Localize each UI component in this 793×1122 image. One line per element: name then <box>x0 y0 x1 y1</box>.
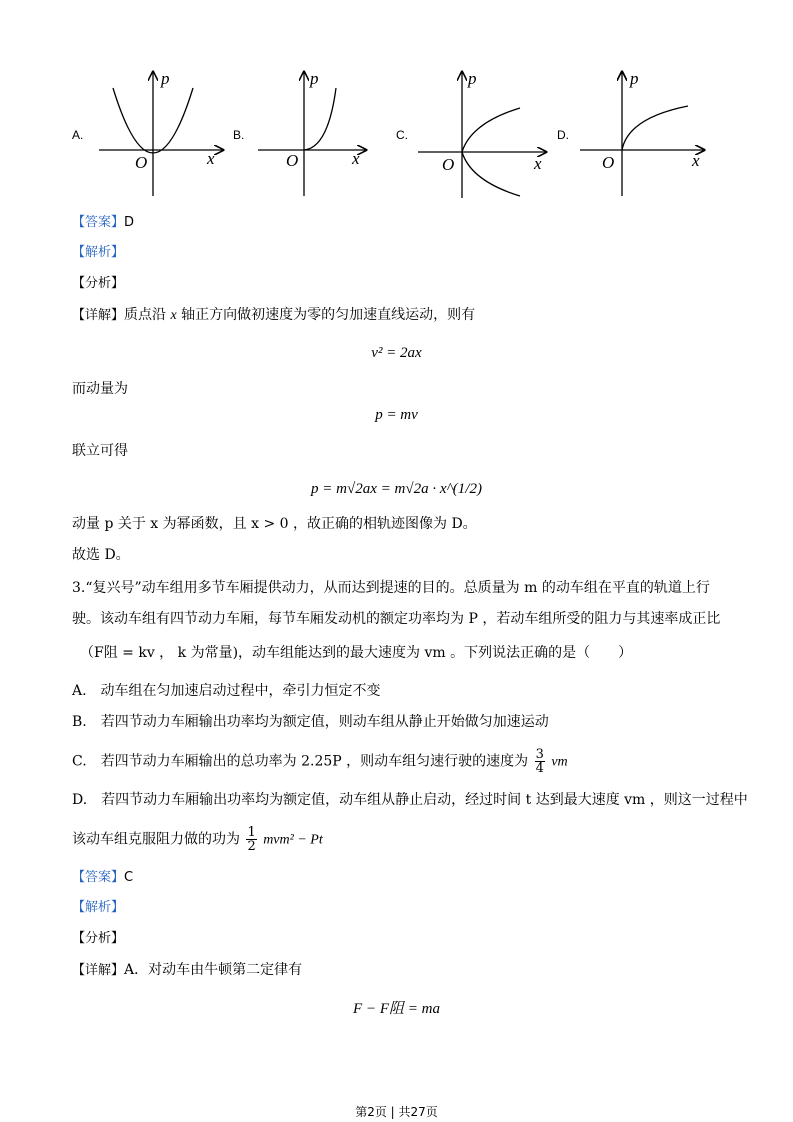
svg-text:p: p <box>310 69 319 88</box>
q3-answer-value: C <box>124 870 134 885</box>
q3-answer-line <box>72 867 133 888</box>
graph-a-x: x <box>207 149 215 168</box>
graph-label-c: C. <box>396 128 408 142</box>
q2-answer-tag: 【答案】 <box>72 215 125 230</box>
q3-option-a: A. 动车组在匀加速启动过程中，牵引力恒定不变 <box>72 683 381 699</box>
q2-combine-line: 联立可得 <box>72 443 128 459</box>
svg-text:x: x <box>692 151 700 170</box>
svg-text:p: p <box>630 69 639 88</box>
q2-answer-line <box>72 212 134 233</box>
svg-text:O: O <box>602 153 615 172</box>
q3-stem-1: 3.“复兴号”动车组用多节车厢提供动力，从而达到提速的目的。总质量为 m 的动车组在平直的轨道上行 <box>72 580 710 596</box>
q2-conclusion-2: 故选 D。 <box>72 547 130 563</box>
graph-a-p: p <box>161 69 170 88</box>
page-footer: 第2页 | 共27页 <box>355 1105 438 1119</box>
q3-fenxi: 【分析】 <box>72 931 125 946</box>
graph-label-b: B. <box>233 128 245 142</box>
graph-label-a: A. <box>72 128 84 142</box>
graph-label-d: D. <box>557 128 569 142</box>
graph-c <box>416 68 551 204</box>
graph-a-o: O <box>135 153 148 172</box>
q2-fenxi: 【分析】 <box>72 276 125 291</box>
q3-jiexi: 【解析】 <box>72 900 125 915</box>
q3-stem-3: （F阻 = kv ， k 为常量)，动车组能达到的最大速度为 vm 。下列说法正确的是（ ） <box>80 645 633 661</box>
svg-text:O: O <box>442 155 455 174</box>
q2-conclusion-1: 动量 p 关于 x 为幂函数，且 x > 0 ，故正确的相轨迹图像为 D。 <box>72 516 477 532</box>
svg-text:O: O <box>286 151 299 170</box>
fraction-3-4: $\frac{3}{4}$ <box>535 747 544 776</box>
svg-text:x: x <box>352 149 360 168</box>
svg-text:p: p <box>468 69 477 88</box>
q3-stem-2: 驶。该动车组有四节动力车厢，每节车厢发动机的额定功率均为 P ，若动车组所受的阻力与其速率成正比 <box>72 611 721 627</box>
q3-option-b: B. 若四节动力车厢输出功率均为额定值，则动车组从静止开始做匀加速运动 <box>72 714 549 730</box>
graph-a <box>95 68 230 204</box>
q2-eq2: p = mv <box>375 407 418 423</box>
q3-answer-tag: 【答案】 <box>72 870 125 885</box>
q3-option-c: C. 若四节动力车厢输出的总功率为 2.25P ，则动车组匀速行驶的速度为 $\frac{3}{4}$ vm <box>72 747 568 776</box>
q2-momentum-line: 而动量为 <box>72 381 128 397</box>
graph-b <box>256 68 371 204</box>
svg-text:x: x <box>534 154 542 173</box>
q3-option-d-1: D. 若四节动力车厢输出功率均为额定值，动车组从静止启动，经过时间 t 达到最大速度 vm ，则这一过程中 <box>72 792 748 808</box>
q3-detail: 【详解】A．对动车由牛顿第二定律有 <box>72 962 303 978</box>
q2-eq3: p = m√2ax = m√2a · x^(1/2) <box>311 481 482 497</box>
fraction-1-2: $\frac{1}{2}$ <box>247 825 256 854</box>
q3-eq: F − F阻 = ma <box>353 1001 440 1017</box>
q2-detail: 【详解】质点沿 x 轴正方向做初速度为零的匀加速直线运动，则有 <box>72 307 476 323</box>
q2-eq1: v² = 2ax <box>371 345 422 361</box>
q2-answer-value: D <box>124 215 135 230</box>
graph-d <box>578 68 708 204</box>
q2-jiexi: 【解析】 <box>72 245 125 260</box>
q3-option-d-2: 该动车组克服阻力做的功为 $\frac{1}{2}$ mvm² − Pt <box>72 825 323 854</box>
